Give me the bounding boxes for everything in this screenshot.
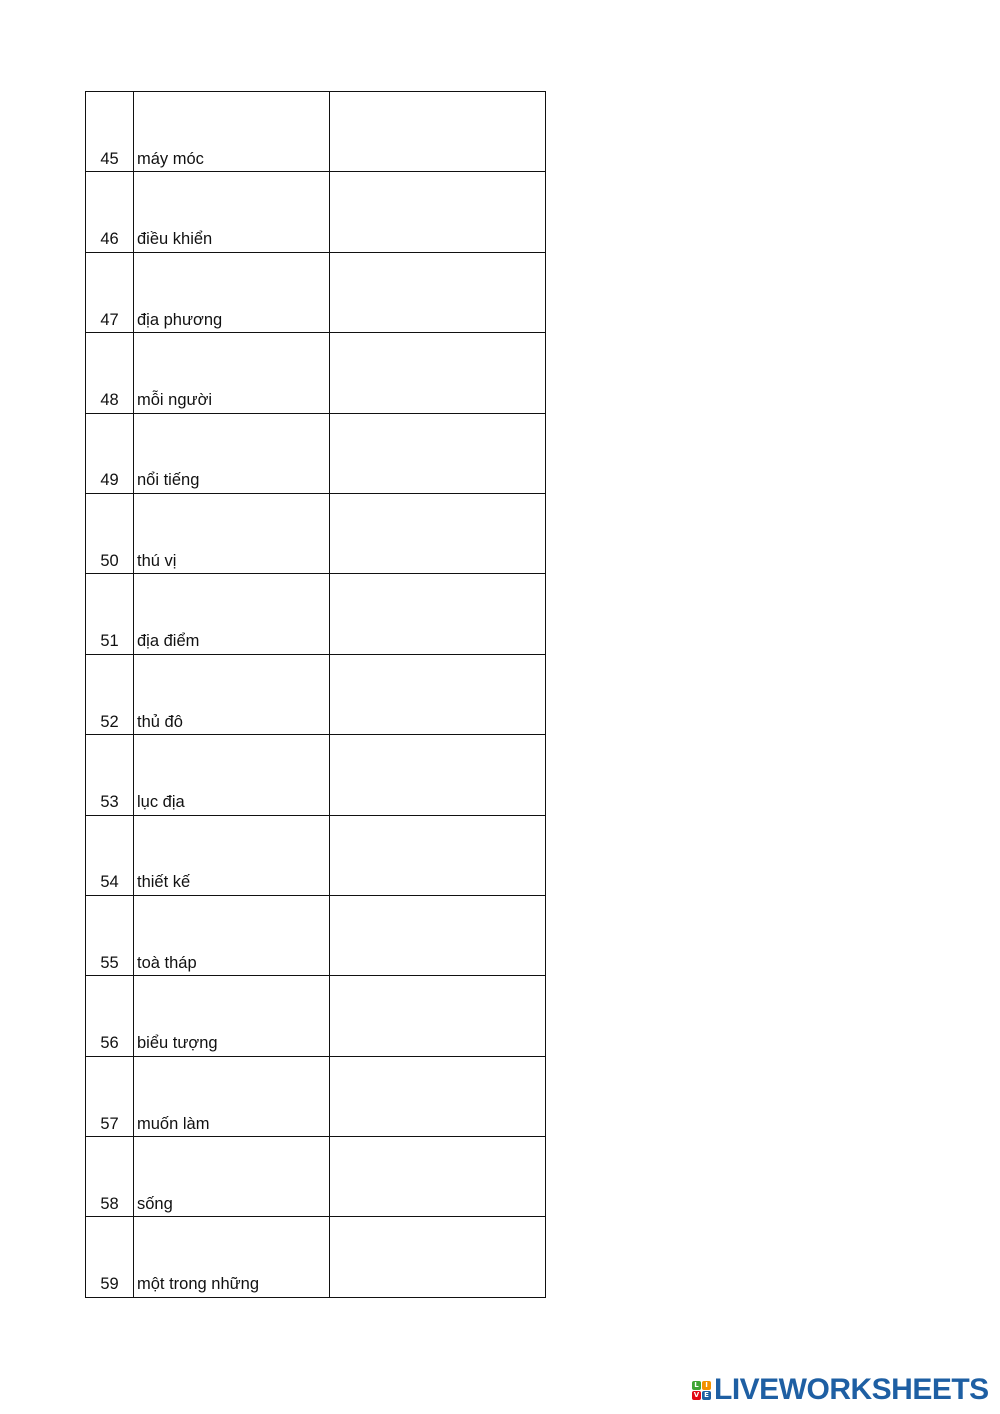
answer-cell[interactable] xyxy=(330,1217,546,1297)
answer-cell[interactable] xyxy=(330,574,546,654)
row-number: 57 xyxy=(86,1056,134,1136)
answer-input[interactable] xyxy=(330,1217,545,1296)
table-row xyxy=(86,1137,546,1217)
table-row xyxy=(86,493,546,573)
answer-cell[interactable] xyxy=(330,735,546,815)
vietnamese-word: biểu tượng xyxy=(134,976,330,1056)
answer-cell[interactable] xyxy=(330,1056,546,1136)
answer-input[interactable] xyxy=(330,92,545,171)
table-row xyxy=(86,1056,546,1136)
answer-input[interactable] xyxy=(330,414,545,493)
vietnamese-word: máy móc xyxy=(134,92,330,172)
row-number: 56 xyxy=(86,976,134,1056)
logo-icon-tile: I xyxy=(702,1381,711,1390)
row-number: 48 xyxy=(86,333,134,413)
table-row xyxy=(86,252,546,332)
answer-cell[interactable] xyxy=(330,895,546,975)
row-number: 51 xyxy=(86,574,134,654)
answer-input[interactable] xyxy=(330,735,545,814)
row-number: 59 xyxy=(86,1217,134,1297)
vietnamese-word: thú vị xyxy=(134,493,330,573)
table-row xyxy=(86,815,546,895)
row-number: 47 xyxy=(86,252,134,332)
vietnamese-word: muốn làm xyxy=(134,1056,330,1136)
table-row xyxy=(86,172,546,252)
vietnamese-word: thiết kế xyxy=(134,815,330,895)
row-number: 55 xyxy=(86,895,134,975)
table-row xyxy=(86,735,546,815)
answer-input[interactable] xyxy=(330,494,545,573)
answer-cell[interactable] xyxy=(330,333,546,413)
row-number: 45 xyxy=(86,92,134,172)
answer-cell[interactable] xyxy=(330,92,546,172)
vietnamese-word: sống xyxy=(134,1137,330,1217)
answer-cell[interactable] xyxy=(330,1137,546,1217)
answer-cell[interactable] xyxy=(330,252,546,332)
vietnamese-word: điều khiển xyxy=(134,172,330,252)
row-number: 50 xyxy=(86,493,134,573)
answer-input[interactable] xyxy=(330,976,545,1055)
table-row xyxy=(86,413,546,493)
answer-input[interactable] xyxy=(330,896,545,975)
vietnamese-word: nổi tiếng xyxy=(134,413,330,493)
answer-input[interactable] xyxy=(330,253,545,332)
answer-input[interactable] xyxy=(330,1057,545,1136)
answer-cell[interactable] xyxy=(330,815,546,895)
row-number: 49 xyxy=(86,413,134,493)
row-number: 46 xyxy=(86,172,134,252)
logo-text: LIVEWORKSHEETS xyxy=(714,1373,989,1406)
vietnamese-word: toà tháp xyxy=(134,895,330,975)
row-number: 53 xyxy=(86,735,134,815)
answer-cell[interactable] xyxy=(330,654,546,734)
answer-input[interactable] xyxy=(330,172,545,251)
answer-input[interactable] xyxy=(330,574,545,653)
vietnamese-word: thủ đô xyxy=(134,654,330,734)
vietnamese-word: địa điểm xyxy=(134,574,330,654)
table-row xyxy=(86,895,546,975)
vietnamese-word: địa phương xyxy=(134,252,330,332)
answer-cell[interactable] xyxy=(330,413,546,493)
table-row xyxy=(86,654,546,734)
row-number: 58 xyxy=(86,1137,134,1217)
answer-input[interactable] xyxy=(330,1137,545,1216)
table-row xyxy=(86,976,546,1056)
logo-icon-tile: E xyxy=(702,1391,711,1400)
answer-cell[interactable] xyxy=(330,493,546,573)
row-number: 52 xyxy=(86,654,134,734)
logo-icon-tile: V xyxy=(693,1390,700,1399)
vietnamese-word: lục địa xyxy=(134,735,330,815)
liveworksheets-logo xyxy=(692,1373,989,1406)
answer-input[interactable] xyxy=(330,655,545,734)
liveworksheets-logo-icon xyxy=(692,1381,711,1400)
vietnamese-word: mỗi người xyxy=(134,333,330,413)
table-row xyxy=(86,1217,546,1297)
answer-input[interactable] xyxy=(330,816,545,895)
vocabulary-table xyxy=(85,91,546,1298)
logo-icon-tile: L xyxy=(692,1381,701,1390)
table-row xyxy=(86,92,546,172)
vietnamese-word: một trong những xyxy=(134,1217,330,1297)
row-number: 54 xyxy=(86,815,134,895)
table-row xyxy=(86,574,546,654)
table-row xyxy=(86,333,546,413)
answer-input[interactable] xyxy=(330,333,545,412)
answer-cell[interactable] xyxy=(330,172,546,252)
answer-cell[interactable] xyxy=(330,976,546,1056)
